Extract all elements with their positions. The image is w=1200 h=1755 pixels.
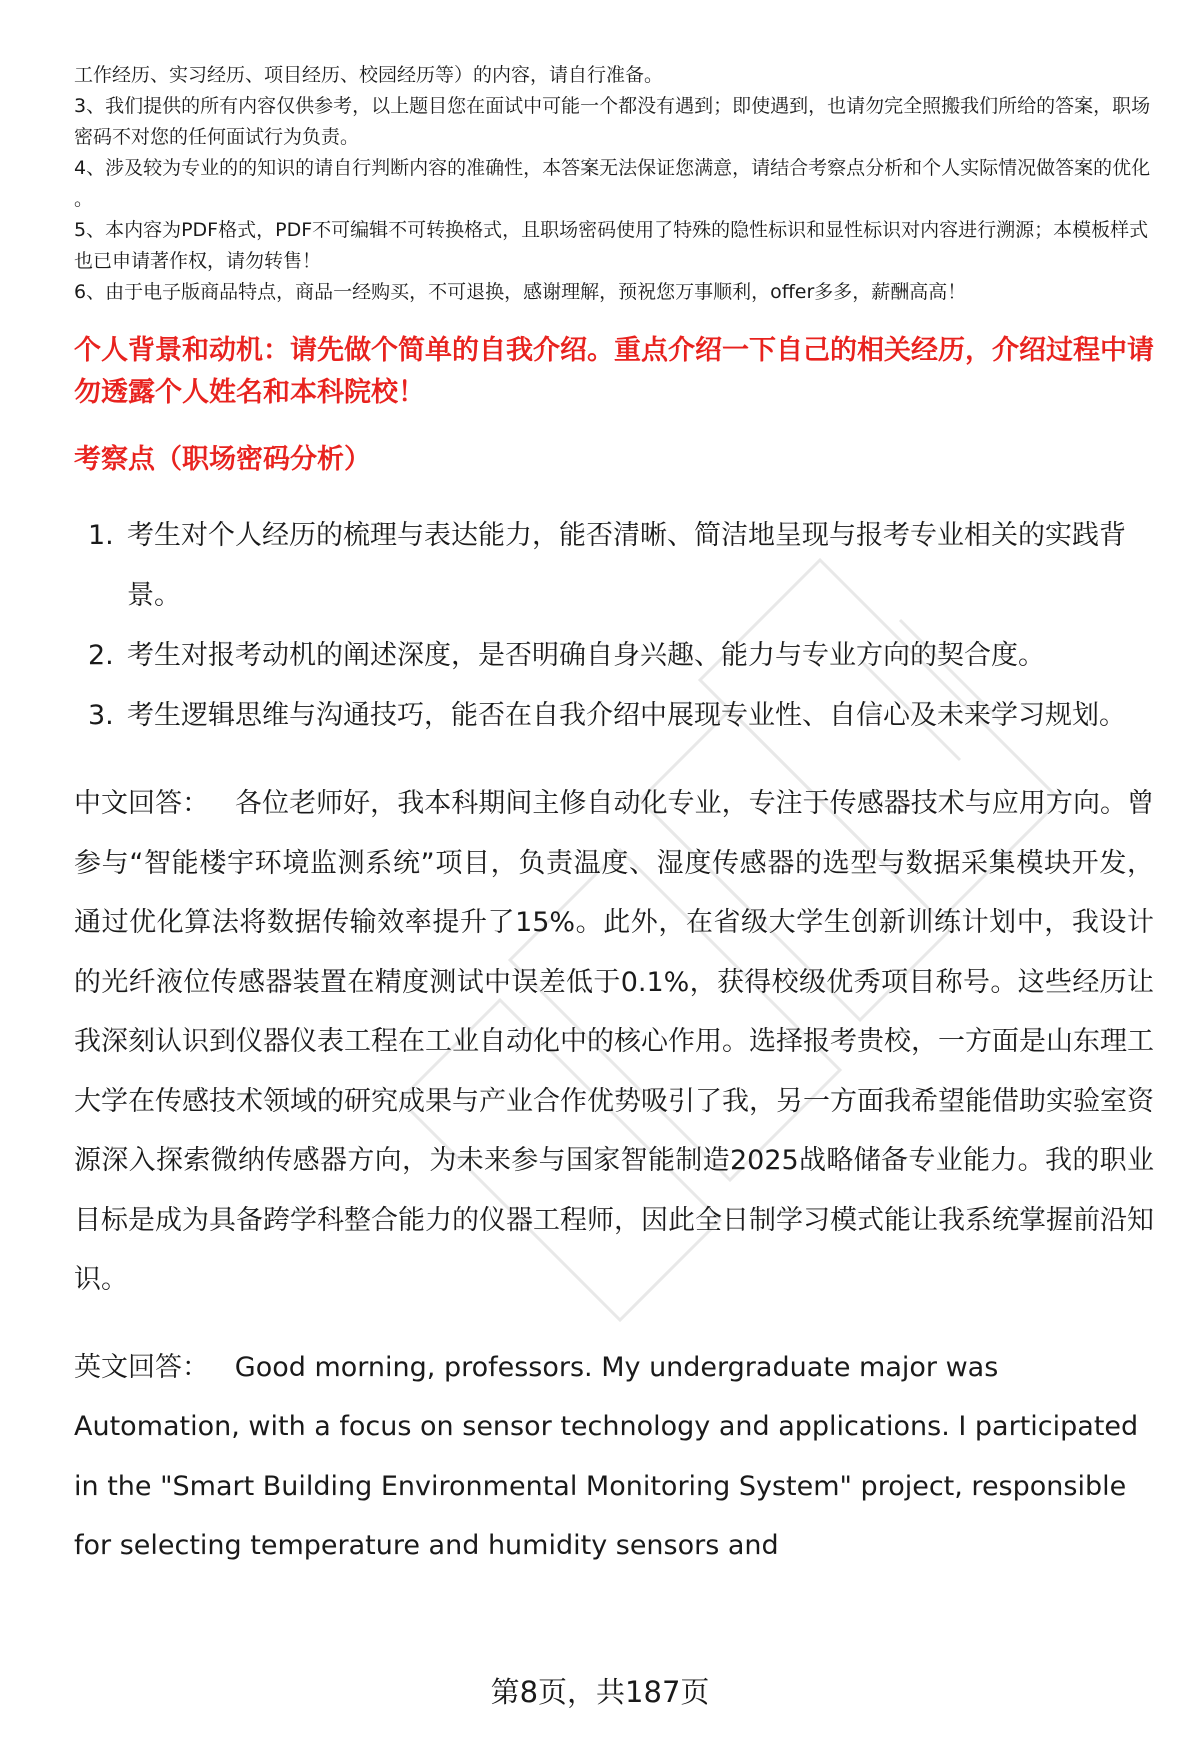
chinese-answer-label: 中文回答： bbox=[74, 788, 210, 819]
list-item-number: 3. bbox=[88, 700, 114, 731]
chinese-answer bbox=[74, 774, 1154, 1310]
chinese-answer-text: 各位老师好，我本科期间主修自动化专业，专注于传感器技术与应用方向。曾参与“智能楼宇环境监测系统”项目，负责温度、湿度传感器的选型与数据采集模块开发，通过优化算法将数据传输效率提升了15%。此外，在省级大学生创新训练计划中，我设计的光纤液位传感器装置在精度测试中误差低于0.1%，获得校级优秀项目称号。这些经历让我深刻认识到仪器仪表工程在工业自动化中的核心作用。选择报考贵校，一方面是山东理工大学在传感技术领域的研究成果与产业合作优势吸引了我，另一方面我希望能借助实验室资源深入探索微纳传感器方向，为未来参与国家智能制造2025战略储备专业能力。我的职业目标是成为具备跨学科整合能力的仪器工程师，因此全日制学习模式能让我系统掌握前沿知识。 bbox=[74, 788, 1155, 1295]
list-item bbox=[74, 506, 1154, 626]
notice-line: 3、我们提供的所有内容仅供参考，以上题目您在面试中可能一个都没有遇到；即使遇到，也请勿完全照搬我们所给的答案，职场密码不对您的任何面试行为负责。 bbox=[74, 95, 1151, 148]
english-answer bbox=[74, 1338, 1154, 1576]
list-item bbox=[74, 626, 1154, 686]
list-item-text: 考生逻辑思维与沟通技巧，能否在自我介绍中展现专业性、自信心及未来学习规划。 bbox=[127, 700, 1126, 731]
list-item-number: 1. bbox=[88, 520, 114, 551]
list-item bbox=[74, 686, 1154, 746]
list-item-text: 考生对个人经历的梳理与表达能力，能否清晰、简洁地呈现与报考专业相关的实践背景。 bbox=[127, 520, 1126, 611]
content-area bbox=[74, 60, 1154, 1576]
english-answer-text: Good morning, professors. My undergraduate major was Automation, with a focus on sensor technology and applications. I participated in the "Smart Building Environmental Monitoring System" project, responsible for selecting temperature and humidity sensors and bbox=[74, 1351, 1139, 1561]
list-item-number: 2. bbox=[88, 640, 114, 671]
notice-line: 工作经历、实习经历、项目经历、校园经历等）的内容，请自行准备。 bbox=[74, 64, 664, 86]
list-item-text: 考生对报考动机的阐述深度，是否明确自身兴趣、能力与专业方向的契合度。 bbox=[127, 640, 1045, 671]
analysis-points-list bbox=[74, 506, 1154, 746]
notice-section bbox=[74, 60, 1154, 308]
english-answer-label: 英文回答： bbox=[74, 1351, 209, 1383]
analysis-title: 考察点（职场密码分析） bbox=[74, 444, 371, 475]
notice-line: 6、由于电子版商品特点，商品一经购买，不可退换，感谢理解，预祝您万事顺利，offer多多，薪酬高高！ bbox=[74, 281, 967, 303]
notice-line: 4、涉及较为专业的的知识的请自行判断内容的准确性，本答案无法保证您满意，请结合考察点分析和个人实际情况做答案的优化 。 bbox=[74, 157, 1151, 210]
page-number: 第8页，共187页 bbox=[490, 1675, 710, 1709]
notice-line: 5、本内容为PDF格式，PDF不可编辑不可转换格式，且职场密码使用了特殊的隐性标识和显性标识对内容进行溯源；本模板样式也已申请著作权，请勿转售！ bbox=[74, 219, 1149, 272]
interview-question: 个人背景和动机：请先做个简单的自我介绍。重点介绍一下自己的相关经历，介绍过程中请勿透露个人姓名和本科院校！ bbox=[74, 335, 1154, 408]
